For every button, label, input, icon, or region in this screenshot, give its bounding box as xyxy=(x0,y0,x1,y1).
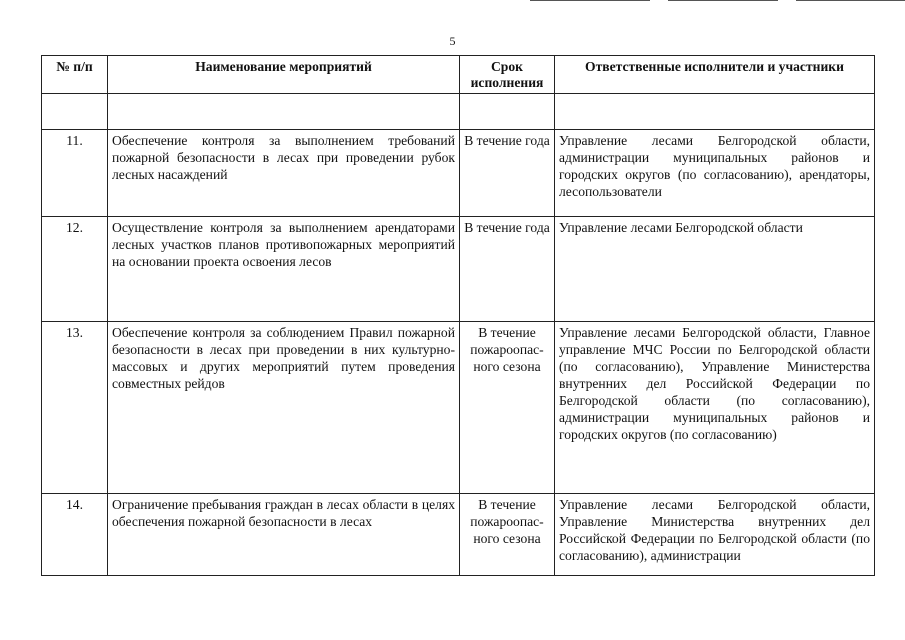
row-number: 12. xyxy=(42,217,108,322)
activity-term: В течение года xyxy=(460,217,555,322)
empty-cell xyxy=(555,94,875,130)
table-row xyxy=(42,217,875,322)
activities-table xyxy=(41,55,875,576)
activity-term: В течение года xyxy=(460,130,555,217)
activity-term: В течение пожароопас-ного сезона xyxy=(460,322,555,494)
header-num: № п/п xyxy=(42,56,108,94)
header-name: Наименование мероприятий xyxy=(108,56,460,94)
table-row xyxy=(42,130,875,217)
header-term: Срок исполнения xyxy=(460,56,555,94)
empty-cell xyxy=(460,94,555,130)
table-row xyxy=(42,322,875,494)
activity-name: Осуществление контроля за выполнением арендаторами лесных участков планов противопожарных мероприятий на основании проекта освоения лесов xyxy=(108,217,460,322)
activity-name: Обеспечение контроля за соблюдением Правил пожарной безопасности в лесах при проведении в них культурно-массовых и других мероприятий путем проведения совместных рейдов xyxy=(108,322,460,494)
table-row xyxy=(42,494,875,576)
activity-name: Обеспечение контроля за выполнением требований пожарной безопасности в лесах при проведении рубок лесных насаждений xyxy=(108,130,460,217)
header-responsible: Ответственные исполнители и участники xyxy=(555,56,875,94)
activity-responsible: Управление лесами Белгородской области xyxy=(555,217,875,322)
row-number: 14. xyxy=(42,494,108,576)
empty-row xyxy=(42,94,875,130)
scan-edge-line xyxy=(668,0,778,1)
page-number: 5 xyxy=(449,34,456,48)
activity-name: Ограничение пребывания граждан в лесах области в целях обеспечения пожарной безопасности в лесах xyxy=(108,494,460,576)
activity-responsible: Управление лесами Белгородской области, администрации муниципальных районов и городских округов (по согласованию), арендаторы, лесопользователи xyxy=(555,130,875,217)
table-header-row xyxy=(42,56,875,94)
empty-cell xyxy=(42,94,108,130)
row-number: 11. xyxy=(42,130,108,217)
empty-cell xyxy=(108,94,460,130)
row-number: 13. xyxy=(42,322,108,494)
activity-responsible: Управление лесами Белгородской области, Управление Министерства внутренних дел Российской Федерации по Белгородской области (по согласованию), администрации xyxy=(555,494,875,576)
activity-responsible: Управление лесами Белгородской области, Главное управление МЧС России по Белгородской области (по согласованию), Управление Министерства внутренних дел Российской Федерации по Белгородской области (по согласованию), администрации муниципальных районов и городских округов (по согласованию) xyxy=(555,322,875,494)
activity-term: В течение пожароопас-ного сезона xyxy=(460,494,555,576)
scan-edge-line xyxy=(530,0,650,1)
scan-edge-line xyxy=(796,0,905,1)
